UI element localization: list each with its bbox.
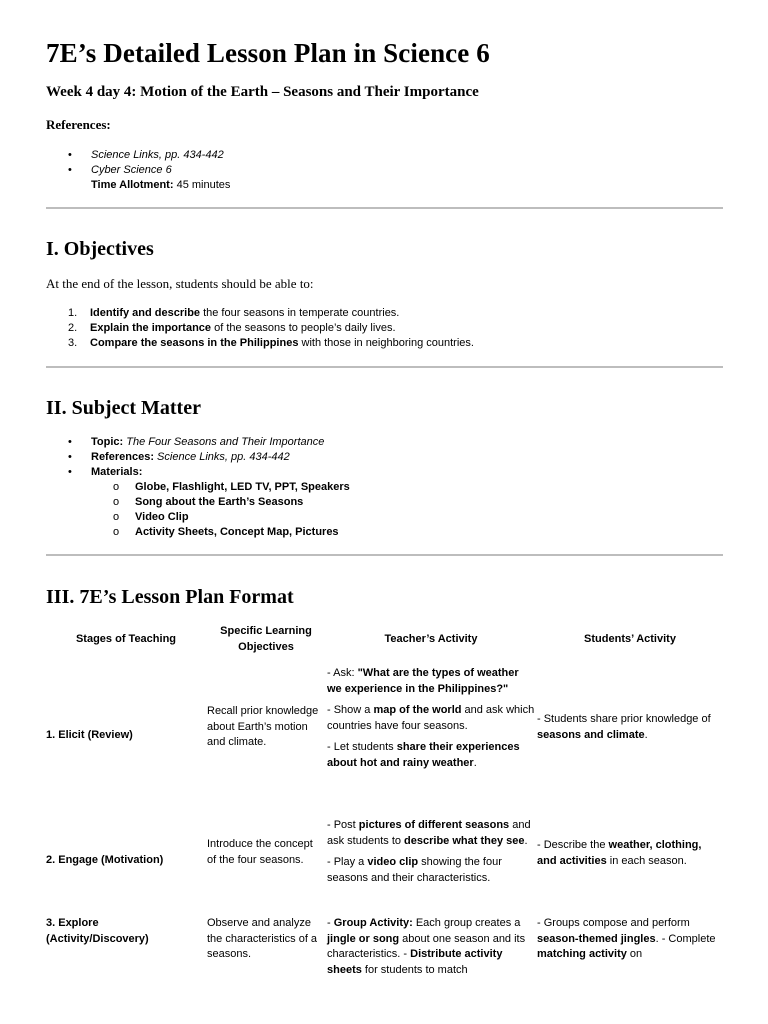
list-item: • Science Links, pp. 434-442 bbox=[68, 149, 224, 161]
subject-matter-list bbox=[46, 435, 324, 480]
divider bbox=[46, 207, 723, 209]
table-header-stage: Stages of Teaching bbox=[75, 633, 177, 645]
list-item: • Cyber Science 6 bbox=[68, 164, 172, 176]
table-cell-objective: Introduce the concept of the four seasons. bbox=[207, 838, 313, 866]
table-cell-students: - Describe the weather, clothing, and activities in each season. bbox=[537, 839, 702, 867]
list-item: o Song about the Earth’s Seasons bbox=[113, 496, 304, 508]
list-item: 2. Explain the importance of the seasons to people’s daily lives. bbox=[68, 322, 396, 334]
format-heading: III. 7E’s Lesson Plan Format bbox=[46, 586, 294, 608]
list-item: 1. Identify and describe the four seasons in temperate countries. bbox=[68, 307, 400, 319]
list-item: • Materials: bbox=[68, 466, 143, 478]
table-cell-teacher: - Ask: "What are the types of weather we experience in the Philippines?" - Show a map of the world and ask which countries have four seasons. - Let students share their experiences about hot and rainy weather. bbox=[327, 667, 535, 769]
materials-list bbox=[46, 480, 350, 540]
list-item: • References: Science Links, pp. 434-442 bbox=[68, 451, 290, 463]
table-header-teacher: Teacher’s Activity bbox=[384, 633, 478, 645]
table-cell-stage: 3. Explore (Activity/Discovery) bbox=[46, 917, 149, 945]
table-cell-students: - Groups compose and perform season-themed jingles. - Complete matching activity on bbox=[537, 917, 716, 960]
time-allotment: Time Allotment: 45 minutes bbox=[91, 179, 231, 191]
divider bbox=[46, 366, 723, 368]
objectives-intro: At the end of the lesson, students should be able to: bbox=[46, 276, 314, 291]
objectives-list bbox=[46, 306, 474, 351]
list-item: o Video Clip bbox=[113, 511, 189, 523]
document-title: 7E’s Detailed Lesson Plan in Science 6 bbox=[46, 38, 490, 68]
objectives-heading: I. Objectives bbox=[46, 238, 154, 260]
subject-matter-heading: II. Subject Matter bbox=[46, 397, 201, 419]
table-cell-stage: 2. Engage (Motivation) bbox=[46, 854, 164, 866]
table-cell-teacher: - Post pictures of different seasons and ask students to describe what they see. - Play a video clip showing the four seasons and their characteristics. bbox=[327, 819, 531, 884]
table-cell-objective: Observe and analyze the characteristics of a seasons. bbox=[207, 917, 318, 960]
references-label: References: bbox=[46, 117, 111, 132]
table-cell-stage: 1. Elicit (Review) bbox=[46, 729, 133, 741]
table-cell-students: - Students share prior knowledge of seasons and climate. bbox=[537, 713, 711, 741]
references-list bbox=[46, 148, 230, 193]
list-item: o Globe, Flashlight, LED TV, PPT, Speakers bbox=[113, 481, 350, 493]
list-item: o Activity Sheets, Concept Map, Pictures bbox=[113, 526, 339, 538]
table-header-students: Students’ Activity bbox=[584, 633, 676, 645]
list-item: • Topic: The Four Seasons and Their Importance bbox=[68, 436, 325, 448]
divider bbox=[46, 554, 723, 556]
table-cell-teacher: - Group Activity: Each group creates a jingle or song about one season and its characteristics. - Distribute activity sheets for students to match bbox=[327, 917, 526, 976]
list-item: 3. Compare the seasons in the Philippines with those in neighboring countries. bbox=[68, 337, 474, 349]
table-cell-objective: Recall prior knowledge about Earth’s motion and climate. bbox=[207, 705, 319, 748]
table-header-objectives: Specific Learning Objectives bbox=[220, 625, 312, 653]
document-subtitle: Week 4 day 4: Motion of the Earth – Seasons and Their Importance bbox=[46, 84, 479, 100]
